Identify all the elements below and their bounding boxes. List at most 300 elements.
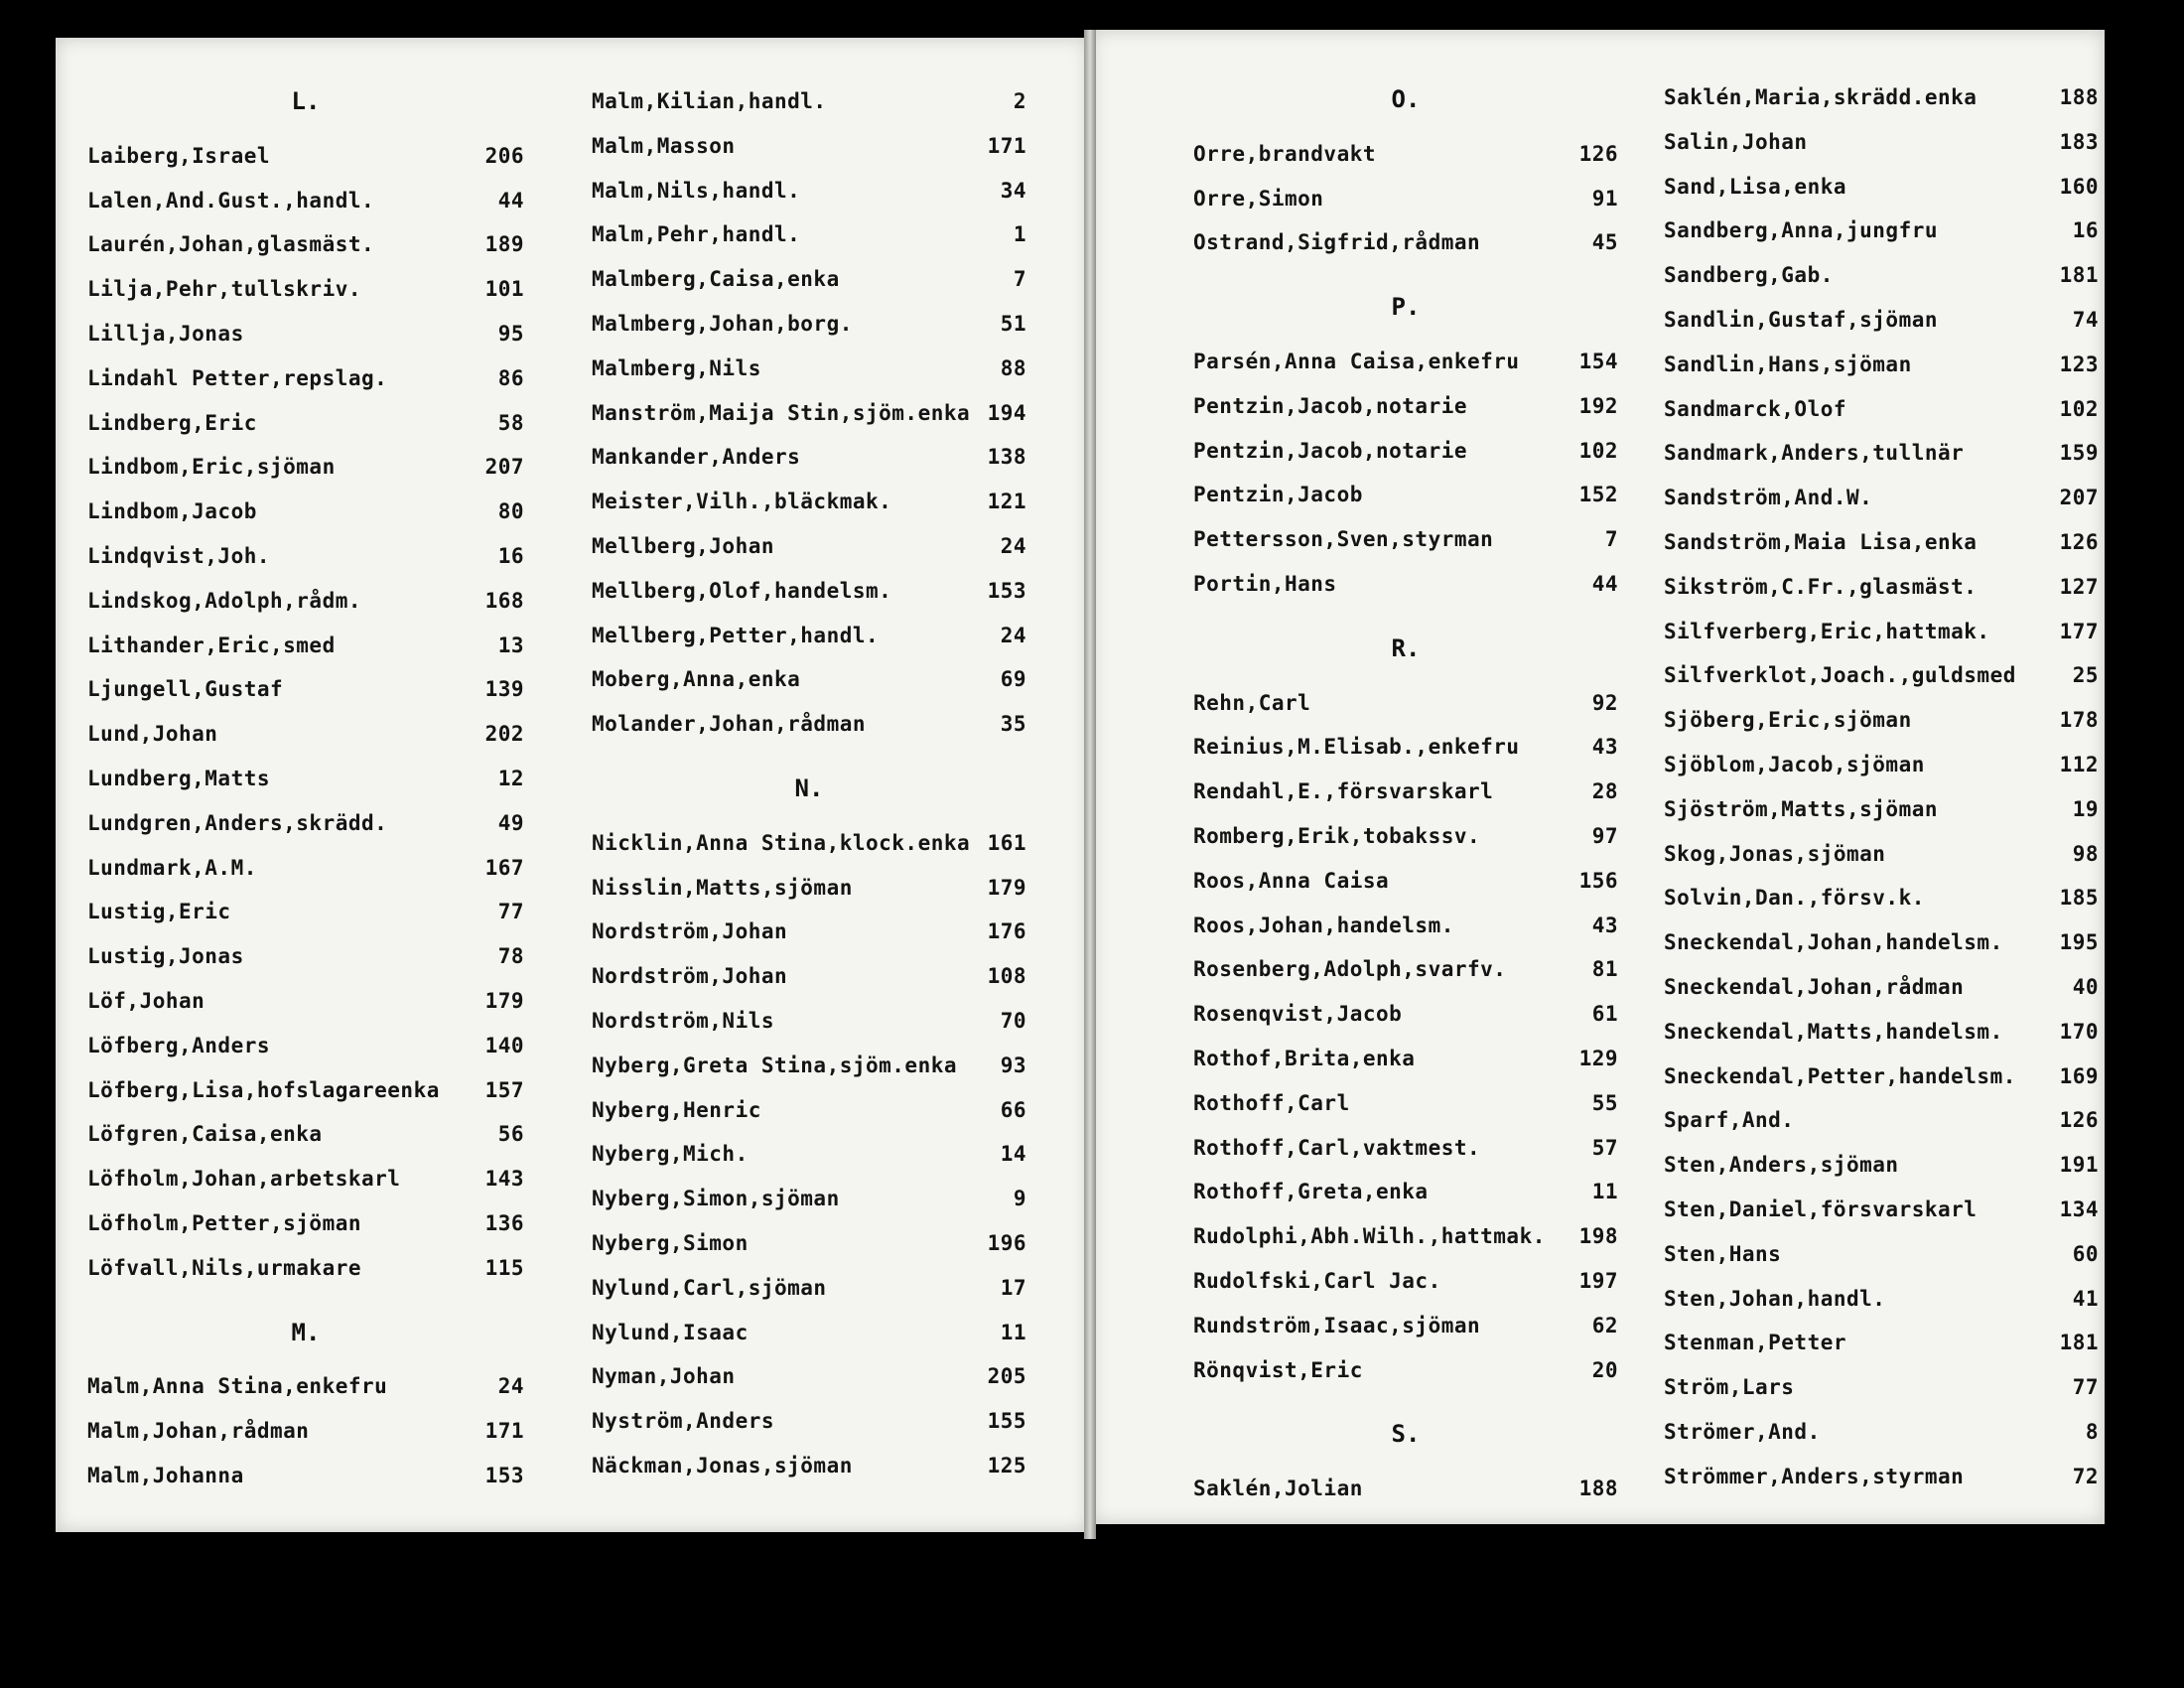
index-entry	[1664, 569, 2099, 605]
entry-page-number: 127	[2059, 574, 2099, 599]
entry-name: Lindahl Petter,repslag.	[87, 365, 388, 390]
index-column-2	[592, 0, 1026, 1688]
index-entry	[87, 1250, 524, 1286]
section-letter: R.	[1391, 633, 1421, 662]
index-entry	[1193, 521, 1618, 557]
entry-page-number: 16	[2072, 218, 2099, 243]
entry-name: Salin,Johan	[1664, 129, 1808, 154]
entry-page-number: 207	[484, 455, 524, 480]
entry-page-number: 35	[1000, 712, 1026, 737]
index-entry	[592, 1181, 1026, 1216]
entry-page-number: 16	[497, 544, 524, 568]
entry-page-number: 49	[497, 810, 524, 835]
index-entry	[87, 1116, 524, 1152]
entry-page-number: 159	[2059, 441, 2099, 466]
entry-page-number: 57	[1591, 1135, 1618, 1160]
index-entry	[592, 173, 1026, 209]
entry-name: Orre,brandvakt	[1193, 141, 1377, 166]
index-entry	[1664, 657, 2099, 693]
entry-page-number: 125	[987, 1454, 1026, 1477]
entry-name: Rothoff,Greta,enka	[1193, 1180, 1429, 1204]
entry-page-number: 43	[1591, 735, 1618, 760]
entry-page-number: 192	[1578, 393, 1618, 418]
entry-name: Lindskog,Adolph,rådm.	[87, 588, 362, 613]
entry-name: Laiberg,Israel	[87, 143, 271, 168]
entry-name: Saklén,Maria,skrädd.enka	[1664, 85, 1978, 109]
index-entry	[1193, 181, 1618, 216]
entry-page-number: 78	[497, 944, 524, 969]
entry-name: Nyberg,Greta Stina,sjöm.enka	[592, 1053, 958, 1077]
index-entry	[1664, 124, 2099, 160]
index-column-3	[1193, 0, 1618, 1688]
entry-page-number: 91	[1591, 186, 1618, 211]
entry-name: Orre,Simon	[1193, 186, 1324, 211]
entry-page-number: 143	[484, 1167, 524, 1192]
index-entry	[1664, 169, 2099, 205]
entry-name: Malm,Kilian,handl.	[592, 89, 827, 113]
index-entry	[1664, 480, 2099, 515]
entry-page-number: 108	[987, 964, 1026, 989]
entry-name: Löf,Johan	[87, 989, 205, 1013]
entry-name: Malm,Masson	[592, 133, 736, 158]
entry-page-number: 20	[1591, 1357, 1618, 1382]
entry-page-number: 62	[1591, 1313, 1618, 1337]
entry-page-number: 205	[987, 1364, 1026, 1389]
index-entry	[1664, 1414, 2099, 1450]
entry-name: Malm,Pehr,handl.	[592, 222, 801, 247]
entry-page-number: 66	[1000, 1097, 1026, 1122]
entry-name: Ostrand,Sigfrid,rådman	[1193, 230, 1481, 255]
entry-page-number: 112	[2059, 753, 2099, 776]
entry-page-number: 134	[2059, 1197, 2099, 1221]
section-letter: L.	[291, 87, 321, 115]
entry-name: Nylund,Isaac	[592, 1320, 749, 1344]
entry-name: Rehn,Carl	[1193, 690, 1311, 715]
entry-page-number: 97	[1591, 824, 1618, 848]
entry-page-number: 160	[2059, 174, 2099, 199]
index-entry	[592, 1003, 1026, 1039]
index-entry	[1664, 791, 2099, 827]
entry-page-number: 19	[2072, 796, 2099, 821]
index-entry	[1193, 863, 1618, 899]
entry-page-number: 188	[2059, 85, 2099, 109]
entry-page-number: 51	[1000, 312, 1026, 336]
entry-name: Malm,Anna Stina,enkefru	[87, 1374, 388, 1399]
entry-name: Silfverklot,Joach.,guldsmed	[1664, 663, 2016, 688]
entry-page-number: 60	[2072, 1241, 2099, 1266]
entry-page-number: 156	[1578, 868, 1618, 893]
section-letter: N.	[794, 774, 824, 802]
entry-name: Sikström,C.Fr.,glasmäst.	[1664, 574, 1978, 599]
index-entry	[1193, 951, 1618, 987]
index-entry	[87, 805, 524, 841]
entry-page-number: 202	[484, 722, 524, 747]
entry-name: Nylund,Carl,sjöman	[592, 1275, 827, 1300]
index-entry	[592, 1136, 1026, 1172]
index-entry	[592, 1048, 1026, 1083]
entry-name: Malmberg,Nils	[592, 355, 761, 380]
entry-name: Lindbom,Jacob	[87, 499, 257, 524]
entry-page-number: 139	[484, 677, 524, 702]
entry-page-number: 191	[2059, 1153, 2099, 1178]
entry-page-number: 154	[1578, 350, 1618, 373]
entry-name: Mellberg,Johan	[592, 534, 775, 558]
index-entry	[592, 706, 1026, 742]
index-entry	[592, 870, 1026, 906]
entry-page-number: 189	[484, 232, 524, 257]
entry-name: Nisslin,Matts,sjöman	[592, 875, 853, 900]
index-entry	[1193, 1263, 1618, 1299]
entry-name: Lustig,Jonas	[87, 944, 244, 969]
entry-page-number: 178	[2059, 708, 2099, 733]
entry-name: Nyberg,Henric	[592, 1097, 761, 1122]
entry-page-number: 196	[987, 1231, 1026, 1255]
index-entry	[592, 128, 1026, 164]
entry-name: Sjöblom,Jacob,sjöman	[1664, 753, 1925, 776]
entry-name: Lindqvist,Joh.	[87, 544, 271, 568]
index-entry	[87, 583, 524, 619]
entry-name: Sneckendal,Matts,handelsm.	[1664, 1019, 2003, 1044]
entry-page-number: 152	[1578, 483, 1618, 507]
entry-name: Strömer,And.	[1664, 1420, 1821, 1444]
entry-name: Sneckendal,Johan,rådman	[1664, 975, 1965, 999]
entry-name: Lilja,Pehr,tullskriv.	[87, 277, 362, 302]
entry-name: Sparf,And.	[1664, 1108, 1795, 1133]
entry-page-number: 101	[484, 277, 524, 302]
entry-page-number: 181	[2059, 263, 2099, 288]
entry-name: Mellberg,Petter,handl.	[592, 623, 880, 647]
entry-page-number: 40	[2072, 975, 2099, 999]
entry-page-number: 98	[2072, 841, 2099, 866]
entry-name: Roos,Anna Caisa	[1193, 868, 1390, 893]
index-entry	[1664, 302, 2099, 338]
entry-page-number: 77	[497, 900, 524, 924]
index-entry	[1664, 524, 2099, 560]
entry-name: Rosenberg,Adolph,svarfv.	[1193, 957, 1507, 982]
index-entry	[592, 1092, 1026, 1128]
index-entry	[592, 1448, 1026, 1483]
entry-page-number: 179	[484, 989, 524, 1013]
entry-name: Saklén,Jolian	[1193, 1477, 1363, 1501]
index-entry	[1193, 818, 1618, 854]
entry-name: Manström,Maija Stin,sjöm.enka	[592, 400, 971, 425]
section-letter: P.	[1391, 293, 1421, 322]
entry-name: Sandlin,Hans,sjöman	[1664, 352, 1912, 376]
index-entry	[87, 1413, 524, 1449]
entry-page-number: 74	[2072, 308, 2099, 332]
entry-name: Nordström,Johan	[592, 964, 788, 989]
index-entry	[87, 538, 524, 574]
index-entry	[87, 894, 524, 929]
entry-page-number: 44	[1591, 572, 1618, 596]
index-entry	[592, 306, 1026, 342]
index-entry	[1193, 996, 1618, 1032]
index-entry	[87, 1458, 524, 1493]
index-entry	[1193, 1471, 1618, 1506]
entry-page-number: 24	[497, 1374, 524, 1399]
index-entry	[87, 1161, 524, 1196]
entry-page-number: 194	[987, 400, 1026, 425]
entry-name: Skog,Jonas,sjöman	[1664, 841, 1886, 866]
entry-name: Molander,Johan,rådman	[592, 712, 867, 737]
entry-page-number: 81	[1591, 957, 1618, 982]
index-entry	[87, 360, 524, 396]
index-entry	[1193, 1352, 1618, 1388]
entry-name: Reinius,M.Elisab.,enkefru	[1193, 735, 1520, 760]
entry-page-number: 69	[1000, 667, 1026, 692]
entry-page-number: 195	[2059, 930, 2099, 955]
index-entry	[1193, 908, 1618, 943]
entry-name: Sneckendal,Johan,handelsm.	[1664, 930, 2003, 955]
entry-name: Malm,Johan,rådman	[87, 1419, 310, 1444]
entry-page-number: 70	[1000, 1009, 1026, 1033]
entry-name: Moberg,Anna,enka	[592, 667, 801, 692]
entry-name: Malm,Nils,handl.	[592, 178, 801, 203]
entry-page-number: 95	[497, 322, 524, 346]
entry-name: Nordström,Johan	[592, 919, 788, 944]
entry-name: Romberg,Erik,tobakssv.	[1193, 824, 1481, 848]
entry-page-number: 206	[484, 143, 524, 168]
entry-page-number: 138	[987, 445, 1026, 470]
index-entry	[1193, 1041, 1618, 1076]
entry-name: Rudolphi,Abh.Wilh.,hattmak.	[1193, 1224, 1546, 1249]
entry-page-number: 126	[1578, 141, 1618, 166]
entry-name: Pentzin,Jacob,notarie	[1193, 393, 1468, 418]
entry-page-number: 24	[1000, 623, 1026, 647]
entry-page-number: 45	[1591, 230, 1618, 255]
index-entry	[1664, 1325, 2099, 1360]
index-entry	[1664, 924, 2099, 960]
entry-name: Löfvall,Nils,urmakare	[87, 1255, 362, 1280]
entry-name: Nyberg,Simon	[592, 1231, 749, 1255]
entry-page-number: 7	[1013, 267, 1026, 292]
entry-page-number: 153	[484, 1464, 524, 1487]
entry-name: Roos,Johan,handelsm.	[1193, 913, 1454, 937]
entry-name: Solvin,Dan.,försv.k.	[1664, 886, 1925, 911]
entry-name: Rundström,Isaac,sjöman	[1193, 1313, 1481, 1337]
entry-name: Rothof,Brita,enka	[1193, 1047, 1416, 1070]
entry-name: Silfverberg,Eric,hattmak.	[1664, 619, 1990, 643]
index-entry	[1664, 702, 2099, 738]
entry-page-number: 153	[987, 578, 1026, 603]
entry-page-number: 92	[1591, 690, 1618, 715]
index-entry	[1664, 836, 2099, 872]
index-entry	[1193, 388, 1618, 424]
index-entry	[87, 405, 524, 441]
entry-page-number: 126	[2059, 1108, 2099, 1133]
index-entry	[1193, 1218, 1618, 1254]
entry-page-number: 80	[497, 499, 524, 524]
index-entry	[1193, 136, 1618, 172]
index-entry	[592, 1225, 1026, 1261]
index-entry	[1664, 880, 2099, 915]
index-entry	[1193, 477, 1618, 512]
entry-name: Strömmer,Anders,styrman	[1664, 1464, 1965, 1488]
index-entry	[592, 573, 1026, 609]
entry-page-number: 102	[1578, 438, 1618, 463]
entry-page-number: 61	[1591, 1002, 1618, 1027]
index-entry	[592, 351, 1026, 386]
index-entry	[1193, 566, 1618, 602]
index-entry	[87, 671, 524, 707]
index-entry	[1193, 1308, 1618, 1343]
entry-page-number: 185	[2059, 886, 2099, 911]
index-entry	[1664, 1058, 2099, 1094]
index-entry	[592, 439, 1026, 475]
entry-name: Nyström,Anders	[592, 1409, 775, 1434]
entry-name: Laurén,Johan,glasmäst.	[87, 232, 375, 257]
index-entry	[87, 1205, 524, 1241]
entry-page-number: 171	[987, 133, 1026, 158]
entry-page-number: 179	[987, 875, 1026, 900]
index-entry	[1193, 774, 1618, 809]
entry-page-number: 9	[1013, 1187, 1026, 1211]
entry-name: Rudolfski,Carl Jac.	[1193, 1269, 1441, 1293]
entry-name: Sandberg,Gab.	[1664, 263, 1834, 288]
entry-name: Nicklin,Anna Stina,klock.enka	[592, 830, 971, 855]
entry-page-number: 24	[1000, 534, 1026, 558]
index-entry	[87, 628, 524, 663]
entry-name: Meister,Vilh.,bläckmak.	[592, 490, 892, 514]
index-entry	[87, 716, 524, 752]
index-entry	[592, 1315, 1026, 1350]
entry-name: Sandmarck,Olof	[1664, 396, 1847, 421]
entry-name: Näckman,Jonas,sjöman	[592, 1454, 853, 1477]
index-entry	[1664, 347, 2099, 382]
entry-page-number: 25	[2072, 663, 2099, 688]
entry-page-number: 167	[484, 855, 524, 880]
entry-page-number: 168	[484, 588, 524, 613]
entry-name: Lindbom,Eric,sjöman	[87, 455, 336, 480]
entry-name: Lund,Johan	[87, 722, 218, 747]
entry-page-number: 183	[2059, 129, 2099, 154]
index-entry	[87, 316, 524, 352]
index-entry	[592, 1358, 1026, 1394]
entry-name: Pentzin,Jacob	[1193, 483, 1363, 507]
entry-name: Lillja,Jonas	[87, 322, 244, 346]
entry-page-number: 115	[484, 1255, 524, 1280]
entry-name: Sten,Anders,sjöman	[1664, 1153, 1899, 1178]
index-entry	[1664, 1147, 2099, 1183]
index-entry	[1193, 344, 1618, 379]
index-entry	[1664, 391, 2099, 427]
index-entry	[592, 825, 1026, 861]
entry-name: Nyberg,Simon,sjöman	[592, 1187, 840, 1211]
index-entry	[1664, 1102, 2099, 1138]
entry-name: Sandmark,Anders,tullnär	[1664, 441, 1965, 466]
entry-name: Lithander,Eric,smed	[87, 633, 336, 657]
entry-name: Rothoff,Carl	[1193, 1090, 1350, 1115]
entry-name: Portin,Hans	[1193, 572, 1337, 596]
entry-name: Nyman,Johan	[592, 1364, 736, 1389]
entry-name: Rosenqvist,Jacob	[1193, 1002, 1403, 1027]
entry-name: Rendahl,E.,försvarskarl	[1193, 779, 1494, 804]
entry-page-number: 72	[2072, 1464, 2099, 1488]
entry-name: Stenman,Petter	[1664, 1331, 1847, 1355]
entry-page-number: 176	[987, 919, 1026, 944]
entry-name: Löfholm,Johan,arbetskarl	[87, 1167, 401, 1192]
entry-name: Lalen,And.Gust.,handl.	[87, 188, 375, 212]
entry-page-number: 13	[497, 633, 524, 657]
entry-page-number: 86	[497, 365, 524, 390]
entry-page-number: 102	[2059, 396, 2099, 421]
index-entry	[1664, 747, 2099, 782]
entry-name: Sneckendal,Petter,handelsm.	[1664, 1063, 2016, 1088]
index-entry	[592, 216, 1026, 252]
index-entry	[1664, 1281, 2099, 1317]
entry-name: Nordström,Nils	[592, 1009, 775, 1033]
index-entry	[87, 761, 524, 796]
entry-page-number: 11	[1000, 1320, 1026, 1344]
entry-name: Sten,Johan,handl.	[1664, 1286, 1886, 1311]
index-entry	[1664, 212, 2099, 248]
entry-page-number: 55	[1591, 1090, 1618, 1115]
entry-name: Lundgren,Anders,skrädd.	[87, 810, 388, 835]
index-column-1	[87, 0, 524, 1688]
entry-name: Rönqvist,Eric	[1193, 1357, 1363, 1382]
index-entry	[87, 938, 524, 974]
entry-page-number: 7	[1604, 527, 1618, 552]
index-entry	[87, 850, 524, 886]
index-entry	[87, 138, 524, 174]
entry-name: Sandström,Maia Lisa,enka	[1664, 530, 1978, 554]
index-entry	[592, 618, 1026, 653]
entry-name: Malmberg,Caisa,enka	[592, 267, 840, 292]
entry-page-number: 11	[1591, 1180, 1618, 1204]
index-entry	[87, 493, 524, 529]
index-entry	[592, 661, 1026, 697]
entry-page-number: 56	[497, 1122, 524, 1147]
section-letter: M.	[291, 1318, 321, 1346]
entry-page-number: 93	[1000, 1053, 1026, 1077]
entry-name: Sten,Daniel,försvarskarl	[1664, 1197, 1978, 1221]
entry-page-number: 121	[987, 490, 1026, 514]
entry-name: Sten,Hans	[1664, 1241, 1782, 1266]
entry-name: Löfholm,Petter,sjöman	[87, 1211, 362, 1235]
entry-name: Ström,Lars	[1664, 1375, 1795, 1400]
entry-name: Lindberg,Eric	[87, 410, 257, 435]
entry-page-number: 41	[2072, 1286, 2099, 1311]
entry-page-number: 140	[484, 1033, 524, 1057]
index-entry	[1664, 435, 2099, 471]
entry-page-number: 8	[2085, 1420, 2099, 1444]
entry-name: Sandberg,Anna,jungfru	[1664, 218, 1939, 243]
entry-name: Rothoff,Carl,vaktmest.	[1193, 1135, 1481, 1160]
entry-page-number: 44	[497, 188, 524, 212]
index-entry	[1664, 1236, 2099, 1272]
entry-page-number: 136	[484, 1211, 524, 1235]
entry-name: Sjöström,Matts,sjöman	[1664, 796, 1939, 821]
entry-page-number: 126	[2059, 530, 2099, 554]
index-entry	[592, 484, 1026, 519]
index-entry	[1193, 1174, 1618, 1209]
index-entry	[1664, 1192, 2099, 1227]
entry-page-number: 2	[1013, 89, 1026, 113]
entry-name: Malmberg,Johan,borg.	[592, 312, 853, 336]
index-entry	[1193, 729, 1618, 765]
entry-page-number: 77	[2072, 1375, 2099, 1400]
entry-name: Sandström,And.W.	[1664, 486, 1873, 510]
entry-name: Pentzin,Jacob,notarie	[1193, 438, 1468, 463]
entry-page-number: 1	[1013, 222, 1026, 247]
index-entry	[592, 83, 1026, 119]
entry-name: Parsén,Anna Caisa,enkefru	[1193, 350, 1520, 373]
index-entry	[87, 983, 524, 1019]
entry-name: Löfberg,Lisa,hofslagareenka	[87, 1077, 440, 1102]
entry-page-number: 43	[1591, 913, 1618, 937]
entry-page-number: 207	[2059, 486, 2099, 510]
entry-name: Malm,Johanna	[87, 1464, 244, 1487]
